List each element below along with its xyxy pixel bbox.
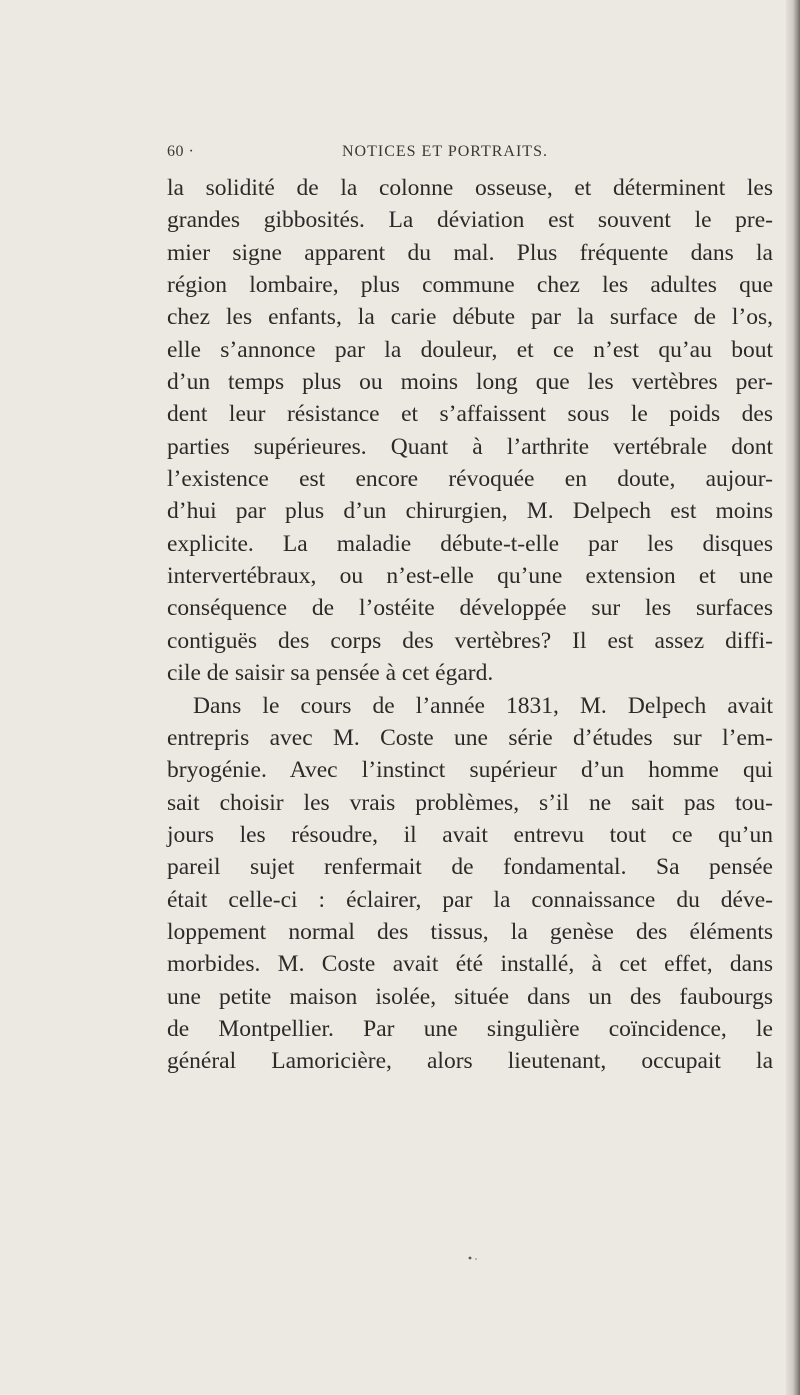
text-line: région lombaire, plus commune chez les adultes que — [167, 272, 773, 299]
text-line: pareil sujet renfermait de fondamental. Sa pensée — [167, 854, 773, 881]
text-line: elle s’annonce par la douleur, et ce n’est qu’au bout — [167, 336, 773, 363]
text-line: chez les enfants, la carie débute par la surface de l’os, — [167, 304, 773, 331]
text-line: d’hui par plus d’un chirurgien, M. Delpech est moins — [167, 498, 773, 525]
paragraph-start-line: Dans le cours de l’année 1831, M. Delpech avait — [193, 692, 773, 719]
running-header — [167, 143, 747, 165]
text-line: d’un temps plus ou moins long que les vertèbres per- — [167, 369, 773, 396]
text-line: intervertébraux, ou n’est-elle qu’une extension et une — [167, 563, 773, 590]
page-edge-shadow — [786, 0, 800, 1395]
text-line: l’existence est encore révoquée en doute, aujour- — [167, 466, 773, 493]
text-line: jours les résoudre, il avait entrevu tout ce qu’un — [167, 821, 773, 848]
text-line: entrepris avec M. Coste une série d’études sur l’em- — [167, 724, 773, 751]
text-line: général Lamoricière, alors lieutenant, occupait la — [167, 1048, 773, 1075]
text-line: parties supérieures. Quant à l’arthrite vertébrale dont — [167, 433, 773, 460]
page-number: 60 · — [167, 143, 195, 160]
text-line: était celle-ci : éclairer, par la connaissance du déve- — [167, 886, 773, 913]
body-text — [167, 172, 773, 1078]
text-line: bryogénie. Avec l’instinct supérieur d’un homme qui — [167, 757, 773, 784]
text-line: sait choisir les vrais problèmes, s’il ne sait pas tou- — [167, 789, 773, 816]
text-line: loppement normal des tissus, la genèse des éléments — [167, 918, 773, 945]
paragraph-end-line: cile de saisir sa pensée à cet égard. — [167, 660, 494, 687]
text-line: morbides. M. Coste avait été installé, à cet effet, dans — [167, 951, 773, 978]
text-line: de Montpellier. Par une singulière coïncidence, le — [167, 1015, 773, 1042]
ink-specks — [468, 1255, 478, 1261]
text-line: conséquence de l’ostéite développée sur les surfaces — [167, 595, 773, 622]
text-line: explicite. La maladie débute-t-elle par les disques — [167, 530, 773, 557]
text-line: contiguës des corps des vertèbres? Il est assez diffi- — [167, 627, 773, 654]
text-line: une petite maison isolée, située dans un des faubourgs — [167, 983, 773, 1010]
text-line: dent leur résistance et s’affaissent sous le poids des — [167, 401, 773, 428]
running-title: NOTICES ET PORTRAITS. — [342, 143, 548, 160]
text-line: mier signe apparent du mal. Plus fréquente dans la — [167, 239, 773, 266]
text-line: la solidité de la colonne osseuse, et déterminent les — [167, 175, 773, 201]
text-line: grandes gibbosités. La déviation est souvent le pre- — [167, 207, 773, 234]
